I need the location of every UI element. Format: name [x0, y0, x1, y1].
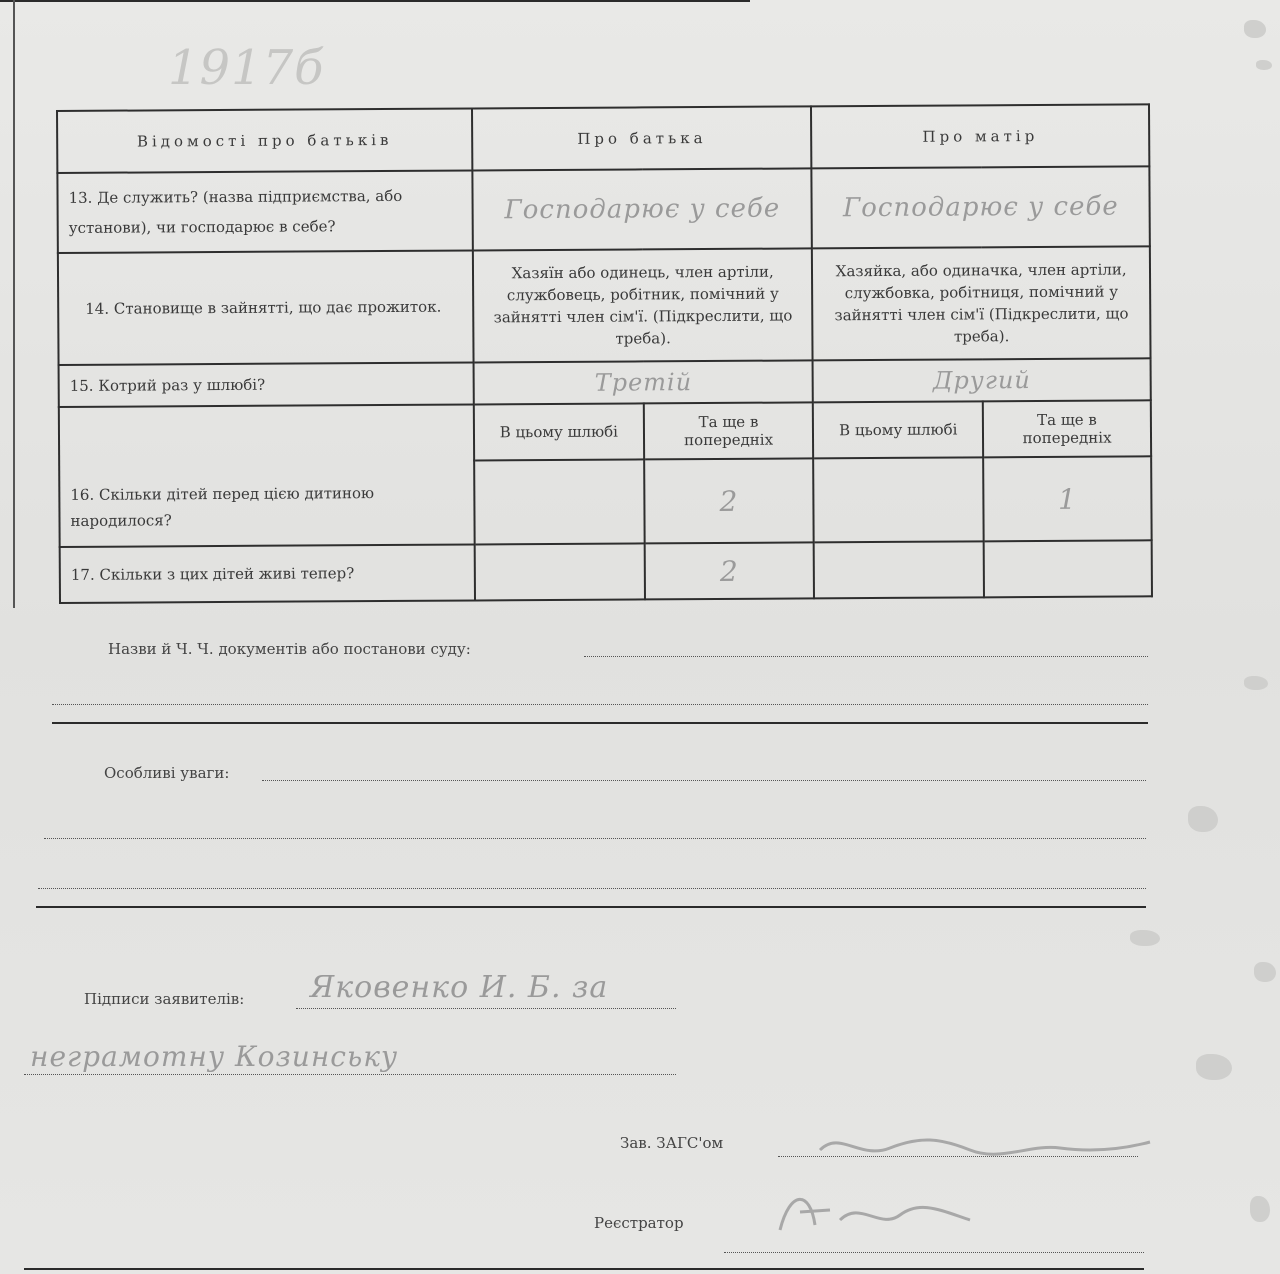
q14-label: 14. Становище в зайнятті, що дає прожиток.: [58, 250, 474, 365]
q15-label: 15. Котрий раз у шлюбі?: [59, 362, 474, 407]
applicant-signature-2: неграмотну Козинську: [30, 1040, 399, 1073]
q16-father-this-header: В цьому шлюбі: [474, 403, 644, 460]
remarks-separator: [36, 906, 1146, 908]
remarks-label: Особливі уваги:: [104, 764, 230, 782]
q14-father-options: Хазяїн або одинець, член артіли, службовець, робітник, помічний у зайнятті член сім'ї. (Підкреслити, що треба).: [473, 248, 813, 362]
margin-mark: [1244, 676, 1268, 690]
q15-mother-answer: Другий: [932, 366, 1031, 395]
q17-father-prev: 2: [719, 554, 739, 588]
applicant-signature-1: Яковенко И. Б. за: [310, 970, 609, 1005]
header-info: Відомості про батьків: [57, 108, 472, 173]
q16-mother-this-header: В цьому шлюбі: [813, 401, 983, 458]
q17-label: 17. Скільки з цих дітей живі тепер?: [60, 544, 475, 603]
margin-mark: [1130, 930, 1160, 946]
margin-mark: [1244, 20, 1266, 38]
signature-line-2: [24, 1074, 676, 1075]
top-border: [0, 0, 750, 2]
margin-mark: [1188, 806, 1218, 832]
left-margin-line: [13, 0, 15, 608]
documents-line-1: [584, 656, 1148, 657]
parents-info-table: [56, 103, 1153, 604]
zags-head-label: Зав. ЗАГС'ом: [620, 1134, 724, 1152]
documents-separator: [52, 722, 1148, 724]
zags-head-signature: [800, 1120, 1160, 1170]
q16-label: 16. Скільки дітей перед цією дитиною народилося?: [59, 404, 475, 547]
bottom-border: [24, 1268, 1144, 1270]
remarks-line-3: [38, 888, 1146, 889]
q14-mother-options: Хазяйка, або одиначка, член артіли, службовка, робітниця, помічний у зайнятті член сім'ї (Підкреслити, що треба).: [812, 246, 1150, 360]
header-father: Про батька: [472, 106, 812, 170]
registrar-label: Реєстратор: [594, 1214, 684, 1232]
q15-father-answer: Третій: [594, 368, 693, 397]
signature-line-1: [296, 1008, 676, 1009]
remarks-line-2: [44, 838, 1146, 839]
q16-mother-prev-header: Та ще в попередніх: [983, 400, 1151, 457]
q13-label: 13. Де служить? (назва підприємства, або установи), чи господарює в себе?: [57, 170, 472, 253]
header-mother: Про матір: [811, 104, 1149, 168]
q16-mother-prev: 1: [1057, 482, 1077, 516]
archive-number: 1917б: [168, 40, 325, 96]
q16-father-prev-header: Та ще в попередніх: [643, 402, 813, 459]
q13-father-answer: Господарює у себе: [504, 193, 781, 226]
q13-mother-answer: Господарює у себе: [842, 191, 1119, 224]
signatures-label: Підписи заявителів:: [84, 990, 245, 1008]
remarks-line-1: [262, 780, 1146, 781]
margin-mark: [1196, 1054, 1232, 1080]
q16-father-prev: 2: [719, 484, 739, 518]
registrar-signature-line: [724, 1252, 1144, 1253]
margin-mark: [1254, 962, 1276, 982]
registrar-signature: [770, 1180, 990, 1250]
documents-label: Назви й Ч. Ч. документів або постанови суду:: [108, 640, 471, 658]
margin-mark: [1256, 60, 1272, 70]
margin-mark: [1250, 1196, 1270, 1222]
documents-line-2: [52, 704, 1148, 705]
